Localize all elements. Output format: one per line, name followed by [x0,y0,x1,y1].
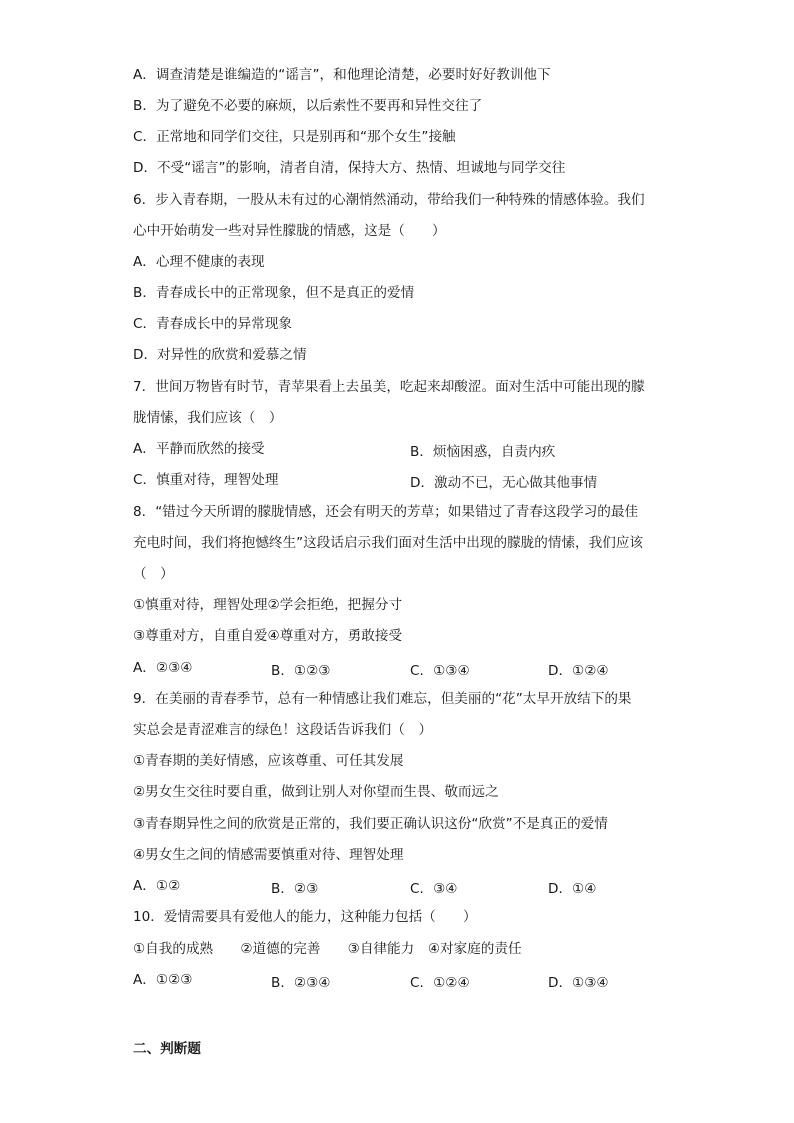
q8-option-a: A．②③④ [133,660,193,676]
q10-option-b: B．②③④ [271,975,331,991]
q8-option-c: C．①③④ [410,663,470,679]
q10-option-a: A．①②③ [133,972,193,988]
q5-option-a: A．调查清楚是谁编造的“谣言”，和他理论清楚，必要时好好教训他下 [133,67,551,83]
q6-stem-line-1: 6．步入青春期，一股从未有过的心潮悄然涌动，带给我们一种特殊的情感体验。我们 [133,192,645,208]
q9-item-2: ②男女生交往时要自重，做到让别人对你望而生畏、敬而远之 [133,784,499,800]
q6-option-c: C．青春成长中的异常现象 [133,316,293,332]
q8-item-line-2: ③尊重对方，自重自爱④尊重对方，勇敢接受 [133,628,403,644]
q10-option-d: D．①③④ [548,975,609,991]
q5-option-c: C．正常地和同学们交往，只是别再和“那个女生”接触 [133,129,456,145]
q10-option-c: C．①②④ [410,975,470,991]
q10-items: ①自我的成熟 ②道德的完善 ③自律能力 ④对家庭的责任 [133,941,522,957]
q7-option-a: A．平静而欣然的接受 [133,441,265,457]
q7-stem-line-2: 胧情愫，我们应该（ ） [133,410,283,426]
q5-option-b: B．为了避免不必要的麻烦，以后索性不要再和异性交往了 [133,98,483,114]
q7-option-c: C．慎重对待，理智处理 [133,472,279,488]
q9-item-1: ①青春期的美好情感，应该尊重、可任其发展 [133,753,404,769]
q9-option-d: D．①④ [548,881,597,897]
q8-option-d: D．①②④ [548,663,609,679]
q9-item-4: ④男女生之间的情感需要慎重对待、理智处理 [133,847,404,863]
q8-stem-line-2: 充电时间，我们将抱憾终生”这段话启示我们面对生活中出现的朦胧的情愫，我们应该 [133,535,644,551]
q5-option-d: D．不受“谣言”的影响，清者自清，保持大方、热情、坦诚地与同学交往 [133,160,566,176]
q6-stem-line-2: 心中开始萌发一些对异性朦胧的情感，这是（ ） [133,223,446,239]
q6-option-b: B．青春成长中的正常现象，但不是真正的爱情 [133,285,415,301]
q6-option-a: A．心理不健康的表现 [133,254,265,270]
q7-stem-line-1: 7．世间万物皆有时节，青苹果看上去虽美，吃起来却酸涩。面对生活中可能出现的朦 [133,379,645,395]
q10-stem: 10．爱情需要具有爱他人的能力，这种能力包括（ ） [133,909,477,925]
section-heading-judgment: 二、判断题 [133,1041,201,1057]
q8-stem-line-3: （ ） [133,566,174,582]
q8-stem-line-1: 8．“错过今天所谓的朦胧情感，还会有明天的芳草；如果错过了青春这段学习的最佳 [133,504,639,520]
q9-stem-line-1: 9．在美丽的青春季节，总有一种情感让我们难忘，但美丽的“花”太早开放结下的果 [133,691,632,707]
q9-option-b: B．②③ [271,881,319,897]
q9-option-a: A．①② [133,878,181,894]
q8-item-line-1: ①慎重对待，理智处理②学会拒绝，把握分寸 [133,597,403,613]
q7-option-b: B．烦恼困惑，自责内疚 [410,444,556,460]
q9-stem-line-2: 实总会是青涩难言的绿色！这段话告诉我们（ ） [133,722,433,738]
q8-option-b: B．①②③ [271,663,331,679]
q7-option-d: D．激动不已，无心做其他事情 [410,475,598,491]
q9-option-c: C．③④ [410,881,458,897]
q9-item-3: ③青春期异性之间的欣赏是正常的，我们要正确认识这份“欣赏”不是真正的爱情 [133,816,608,832]
q6-option-d: D．对异性的欣赏和爱慕之情 [133,347,307,363]
